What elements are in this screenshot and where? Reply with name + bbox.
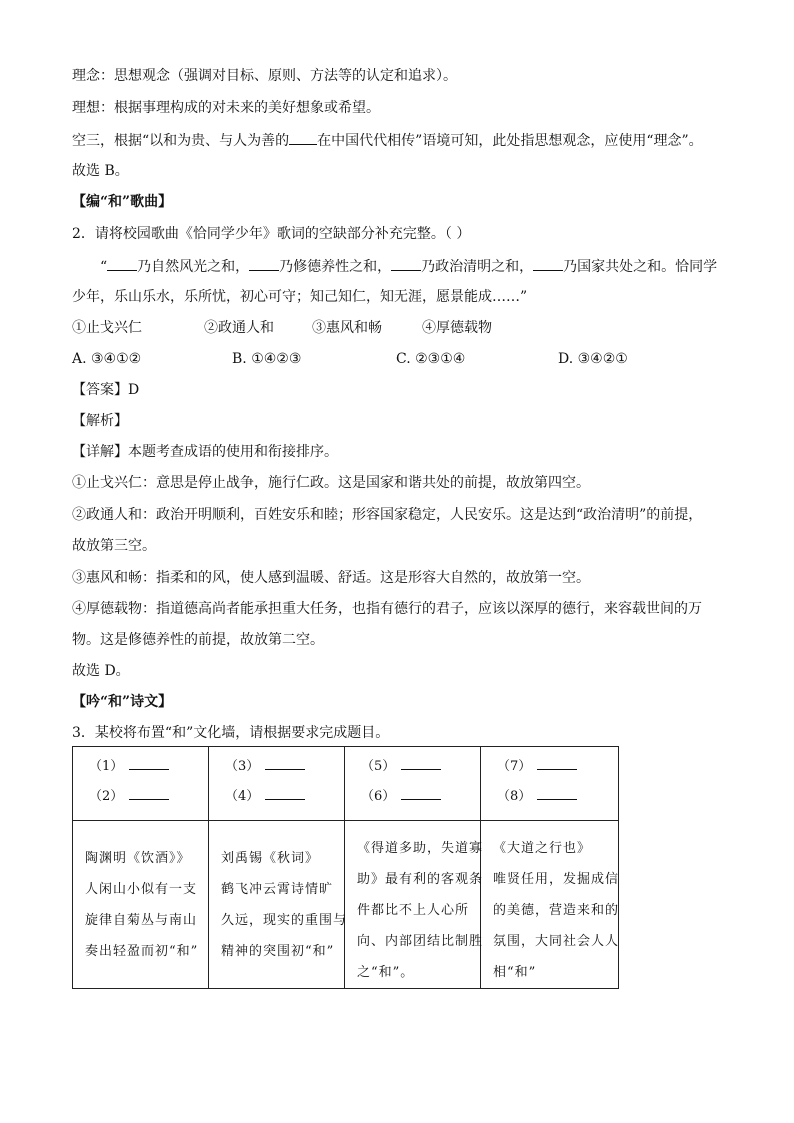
blank-label: （2） xyxy=(89,789,124,804)
lyric-blank xyxy=(249,256,279,271)
cell-line: 唯贤任用，发掘成信 xyxy=(493,872,620,887)
blank-label: （7） xyxy=(497,759,532,774)
cell-line: 的美德，营造来和的 xyxy=(493,903,620,918)
answer: 【答案】D xyxy=(72,382,140,398)
cell-line: 相“和” xyxy=(493,965,537,980)
cell-line: 《大道之行也》 xyxy=(493,841,592,856)
blank-row xyxy=(73,747,619,821)
definition-linian: 理念：思想观念（强调对目标、原则、方法等的认定和追求）。 xyxy=(72,68,457,84)
option-3: ③惠风和畅 xyxy=(312,320,382,336)
cell-line: 助》最有利的客观条 xyxy=(357,872,484,887)
cell-line: 鹤飞冲云霄诗情旷 xyxy=(221,882,334,897)
answer-blank[interactable] xyxy=(537,756,577,770)
answer-blank[interactable] xyxy=(265,786,305,800)
blank-label: （3） xyxy=(225,759,260,774)
text-cell xyxy=(345,821,484,989)
explanation-2: ②政通人和：政治开明顺利，百姓安乐和睦；形容国家稳定，人民安乐。这是达到“政治清明”的前提， xyxy=(72,507,703,523)
blank-cell xyxy=(345,747,481,821)
blank-cell xyxy=(481,747,619,821)
open-quote: “ xyxy=(100,259,108,275)
question-2: 2．请将校园歌曲《恰同学少年》歌词的空缺部分补充完整。（ ） xyxy=(72,226,471,242)
blank-label: （5） xyxy=(361,759,396,774)
lyric-text: 乃自然风光之和， xyxy=(137,259,250,275)
explanation-1: ①止戈兴仁：意思是停止战争，施行仁政。这是国家和谐共处的前提，故放第四空。 xyxy=(72,475,590,491)
blank-label: （4） xyxy=(225,789,260,804)
fill-line xyxy=(73,782,208,812)
blank-cell xyxy=(209,747,345,821)
answer-blank[interactable] xyxy=(129,786,169,800)
lyric-blank xyxy=(107,256,137,271)
section-heading-poetry: 【吟“和”诗文】 xyxy=(72,694,173,710)
culture-wall-table xyxy=(72,746,619,989)
cell-line: 人闲山小似有一支 xyxy=(85,882,198,897)
inline-blank xyxy=(289,130,317,145)
answer-blank[interactable] xyxy=(401,786,441,800)
cell-line: 旋律自菊丛与南山 xyxy=(85,913,198,928)
cell-line: 之“和”。 xyxy=(357,965,415,980)
cell-line: 刘禹锡《秋词》 xyxy=(221,851,320,866)
cell-line: 向、内部团结比制胜 xyxy=(357,934,484,949)
cell-line: 精神的突围初“和” xyxy=(221,944,335,959)
fill-line xyxy=(345,782,480,812)
option-1: ①止戈兴仁 xyxy=(72,320,142,336)
explanation-4-cont: 物。这是修德养性的前提，故放第二空。 xyxy=(72,632,324,648)
option-2: ②政通人和 xyxy=(204,320,274,336)
choice-c: C. ②③①④ xyxy=(396,351,466,367)
text-cell xyxy=(73,821,209,989)
text-cell xyxy=(481,821,619,989)
explanation-3: ③惠风和畅：指柔和的风，使人感到温暖、舒适。这是形容大自然的，故放第一空。 xyxy=(72,570,590,586)
lyric-blank xyxy=(533,256,563,271)
choice-d: D. ③④②① xyxy=(558,351,628,367)
cell-line: 《得道多助，失道寡 xyxy=(357,841,484,856)
text-part: 空三，根据“以和为贵、与人为善的 xyxy=(72,133,290,149)
choose-d: 故选 D。 xyxy=(72,663,130,679)
analysis-label: 【解析】 xyxy=(72,413,128,429)
blank-three-explanation xyxy=(72,130,703,151)
cell-line: 氛围，大同社会人人 xyxy=(493,934,620,949)
choice-a: A. ③④①② xyxy=(72,351,142,367)
cell-line: 久远，现实的重围与 xyxy=(221,913,348,928)
fill-line xyxy=(209,752,344,782)
lyric-blank xyxy=(391,256,421,271)
answer-blank[interactable] xyxy=(265,756,305,770)
fill-line xyxy=(481,752,618,782)
fill-line xyxy=(209,782,344,812)
lyric-text: 乃政治清明之和， xyxy=(421,259,534,275)
fill-line xyxy=(481,782,618,812)
blank-cell xyxy=(73,747,209,821)
lyric-text: 乃国家共处之和。恰同学 xyxy=(563,259,718,275)
cell-line: 陶渊明《饮酒》》 xyxy=(85,851,191,866)
cell-line: 奏出轻盈而初“和” xyxy=(85,944,199,959)
fill-line xyxy=(73,752,208,782)
cell-line: 件都比不上人心所 xyxy=(357,903,470,918)
lyric-text: 乃修德养性之和， xyxy=(279,259,392,275)
explanation-2-cont: 故放第三空。 xyxy=(72,538,156,554)
choose-b: 故选 B。 xyxy=(72,163,129,179)
option-4: ④厚德载物 xyxy=(422,320,492,336)
answer-blank[interactable] xyxy=(129,756,169,770)
blank-label: （1） xyxy=(89,759,124,774)
blank-label: （8） xyxy=(497,789,532,804)
text-part: 在中国代代相传”语境可知，此处指思想观念，应使用“理念”。 xyxy=(317,133,703,149)
definition-lixiang: 理想：根据事理构成的对未来的美好想象或希望。 xyxy=(72,100,380,116)
explanation-4: ④厚德载物：指道德高尚者能承担重大任务，也指有德行的君子，应该以深厚的德行，来容载世间的万 xyxy=(72,601,702,617)
section-heading-song: 【编“和”歌曲】 xyxy=(72,194,173,210)
answer-blank[interactable] xyxy=(537,786,577,800)
answer-blank[interactable] xyxy=(401,756,441,770)
fill-line xyxy=(345,752,480,782)
detail-intro: 【详解】本题考查成语的使用和衔接排序。 xyxy=(72,444,338,460)
question-3: 3．某校将布置“和”文化墙，请根据要求完成题目。 xyxy=(72,725,390,741)
text-cell xyxy=(209,821,348,989)
lyric-line-2: 少年，乐山乐水，乐所忧，初心可守；知己知仁，知无涯，愿景能成……” xyxy=(72,289,528,305)
choice-b: B. ①④②③ xyxy=(232,351,302,367)
blank-label: （6） xyxy=(361,789,396,804)
text-row xyxy=(73,821,619,989)
lyric-line-1 xyxy=(100,256,717,277)
